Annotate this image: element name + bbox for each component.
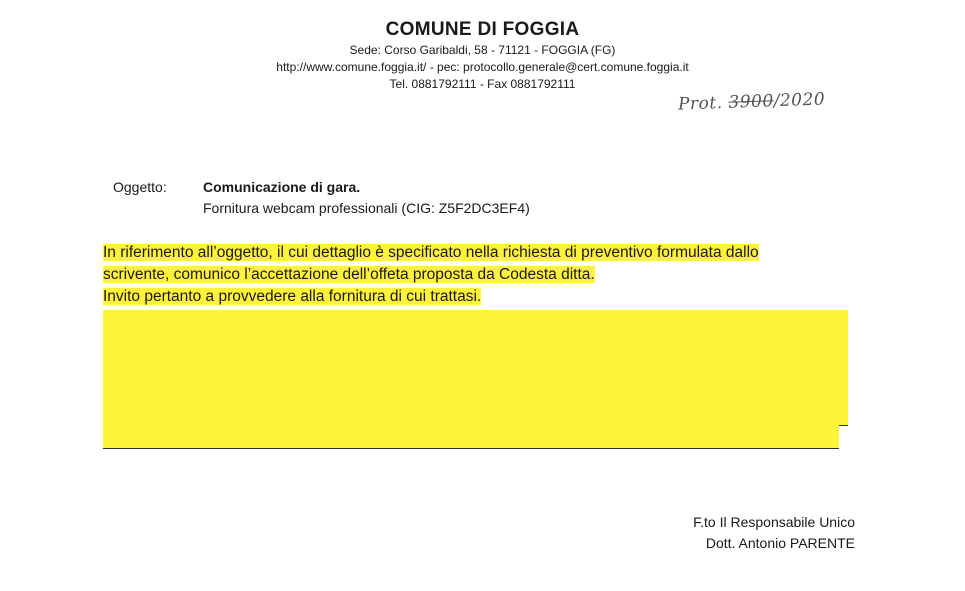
body-line-3 bbox=[103, 286, 759, 308]
protocol-number: 3900 bbox=[728, 91, 775, 113]
phone-fax-line: Tel. 0881792111 - Fax 0881792111 bbox=[389, 77, 576, 91]
handwritten-protocol-note bbox=[678, 89, 826, 114]
municipality-title: COMUNE DI FOGGIA bbox=[385, 19, 580, 40]
subject-title: Comunicazione di gara. bbox=[203, 179, 361, 195]
signature-role: F.to Il Responsabile Unico bbox=[693, 514, 855, 530]
subject-label: Oggetto: bbox=[113, 179, 167, 195]
protocol-prefix: Prot. bbox=[677, 93, 723, 115]
ruled-line bbox=[103, 379, 848, 403]
ruled-line bbox=[103, 356, 848, 380]
address-line: Sede: Corso Garibaldi, 58 - 71121 - FOGGIA (FG) bbox=[349, 43, 616, 57]
body-line-1 bbox=[103, 242, 759, 264]
body-line-1-text: In riferimento all’oggetto, il cui dettaglio è specificato nella richiesta di preventivo formulata dallo bbox=[103, 244, 759, 261]
body-line-2-text: scrivente, comunico l’accettazione dell’offeta proposta da Codesta ditta. bbox=[103, 266, 595, 283]
letterhead bbox=[0, 18, 965, 93]
web-pec-line: http://www.comune.foggia.it/ - pec: protocollo.generale@cert.comune.foggia.it bbox=[276, 60, 689, 74]
signature-name: Dott. Antonio PARENTE bbox=[705, 535, 855, 551]
blank-ruled-lines bbox=[103, 310, 848, 446]
body-line-2 bbox=[103, 264, 759, 286]
protocol-year: /2020 bbox=[773, 89, 826, 112]
signature-block bbox=[693, 512, 855, 554]
subject-content bbox=[203, 177, 703, 219]
ruled-line bbox=[103, 333, 848, 357]
body-line-3-text: Invito pertanto a provvedere alla fornitura di cui trattasi. bbox=[103, 288, 482, 305]
ruled-line bbox=[103, 402, 848, 426]
ruled-line bbox=[103, 310, 848, 334]
ruled-line bbox=[103, 425, 839, 449]
letter-body bbox=[103, 242, 759, 308]
subject-detail: Fornitura webcam professionali (CIG: Z5F2DC3EF4) bbox=[203, 200, 530, 216]
